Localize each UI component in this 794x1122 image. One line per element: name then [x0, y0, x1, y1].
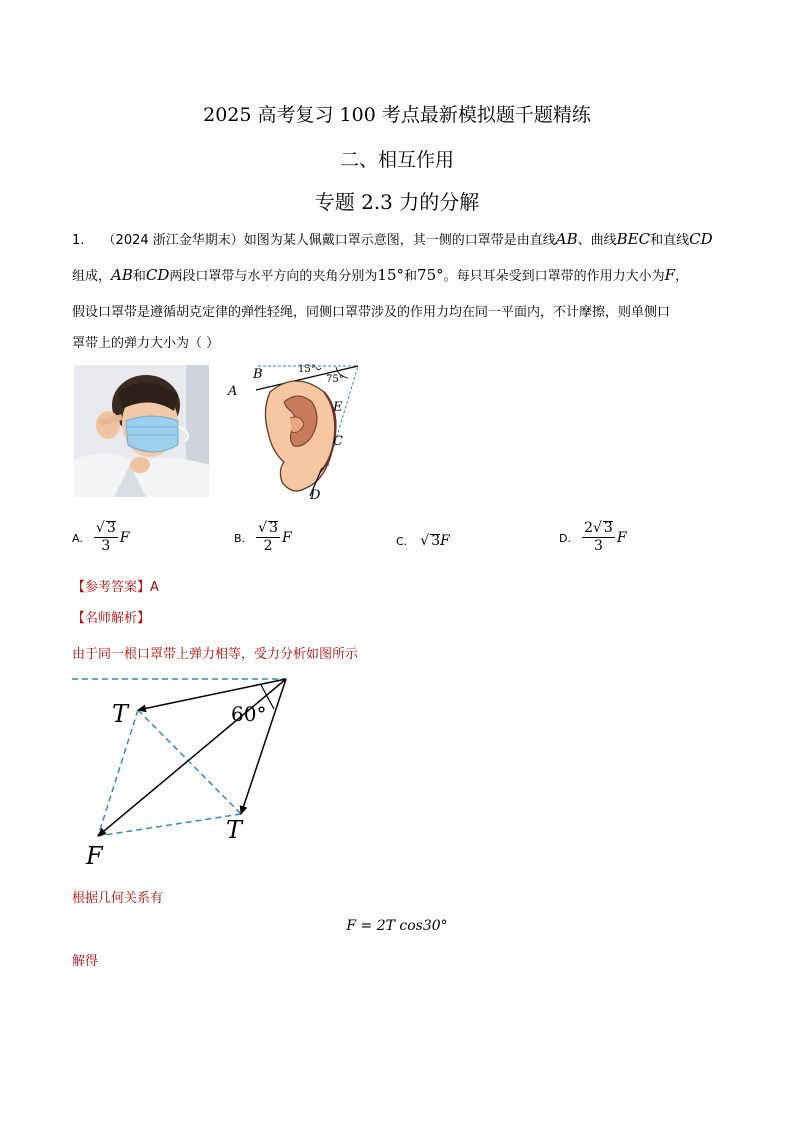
label-c: C [333, 434, 343, 449]
equation: F = 2T cos30° [346, 918, 448, 934]
mask-photo [74, 365, 209, 497]
label-75deg: 75° [326, 374, 344, 385]
question-line-2: 组成，AB和CD两段口罩带与水平方向的夹角分别为15°和75°。每只耳朵受到口罩带的作用力大小为F， [72, 266, 689, 284]
answer-label: 【参考答案】A [72, 580, 159, 595]
geometry-text: 根据几何关系有 [72, 891, 164, 906]
chapter-title: 二、相互作用 [339, 149, 454, 171]
question-line-1: 1. （2024 浙江金华期末）如图为某人佩戴口罩示意图，其一侧的口罩带是由直线AB、曲线BEC和直线CD [72, 230, 713, 248]
label-t-lower: T [226, 816, 243, 844]
solve-text: 解得 [72, 954, 99, 969]
label-60deg: 60° [231, 702, 267, 726]
option-a[interactable]: A. $\frac{√ 3}{3}$ F [72, 520, 130, 554]
label-15deg: 15° [298, 364, 316, 375]
ear-diagram [226, 362, 362, 504]
label-f: F [86, 842, 103, 870]
topic-title: 专题 2.3 力的分解 [314, 190, 480, 214]
option-d[interactable]: D. $\frac{2√ 3}{3}$ F [559, 520, 627, 554]
label-e: E [333, 400, 343, 415]
option-b[interactable]: B. $\frac{√ 3}{2}$ F [234, 520, 292, 554]
label-a: A [228, 384, 238, 399]
label-t-upper: T [112, 700, 129, 728]
option-c[interactable]: C. √ 3F [396, 533, 450, 549]
label-b: B [253, 367, 263, 382]
question-number: 1. [72, 233, 85, 248]
document-title: 2025 高考复习 100 考点最新模拟题千题精练 [203, 104, 591, 126]
question-line-3: 假设口罩带是遵循胡克定律的弹性轻绳，同侧口罩带涉及的作用力均在同一平面内，不计摩擦，则单侧口 [72, 305, 671, 320]
analysis-label: 【名师解析】 [72, 611, 151, 626]
force-diagram [72, 672, 302, 872]
question-line-4: 罩带上的弹力大小为（ ） [72, 336, 220, 351]
analysis-text: 由于同一根口罩带上弹力相等，受力分析如图所示 [72, 647, 359, 662]
label-d: D [310, 488, 321, 503]
